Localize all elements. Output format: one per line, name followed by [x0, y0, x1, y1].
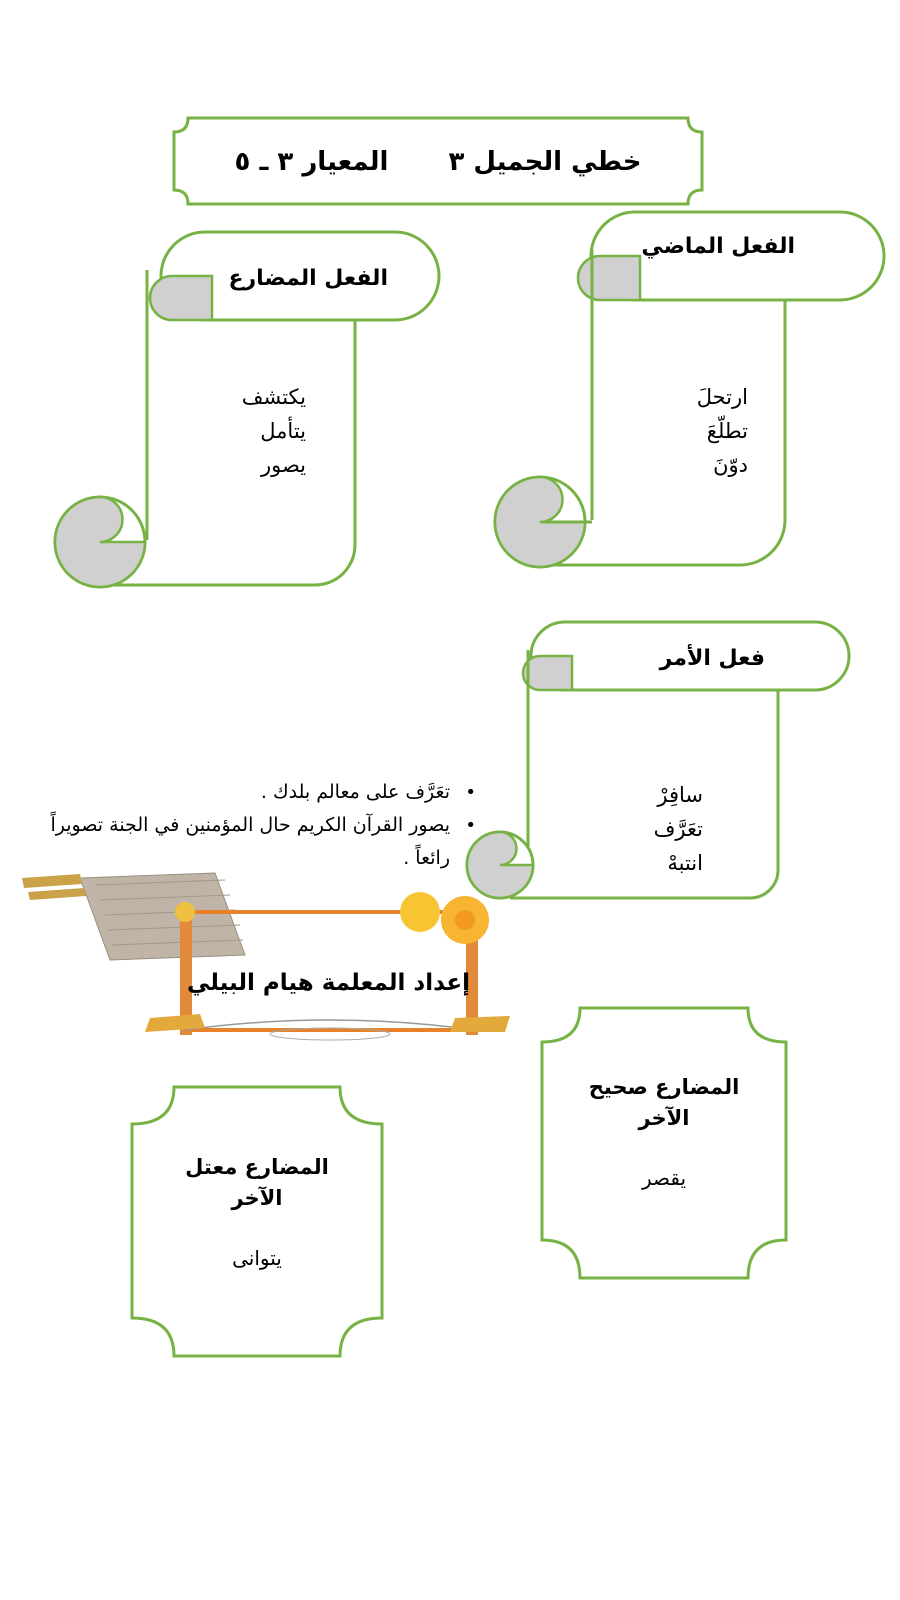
present-verb-title: الفعل المضارع: [228, 266, 388, 291]
card-example: يقصر: [641, 1166, 687, 1190]
title-main: خطي الجميل ٣: [448, 147, 642, 177]
list-item: • تعَرَّف على معالم بلدك .: [260, 781, 476, 803]
teacher-credit: إعداد المعلمة هيام البيلي: [186, 970, 470, 996]
sound-end-card: [560, 1072, 768, 1190]
list-item: تعَرَّف: [653, 817, 703, 841]
card-title: المضارع معتل الآخر: [185, 1155, 329, 1210]
list-item: تطلّعَ: [706, 419, 748, 443]
past-verb-scroll: [495, 212, 884, 567]
imperative-verb-title: فعل الأمر: [659, 646, 765, 671]
weak-end-card: [152, 1152, 362, 1270]
example-sentences: [40, 776, 480, 875]
past-verb-title: الفعل الماضي: [641, 234, 795, 259]
card-title: المضارع صحيح الآخر: [588, 1075, 740, 1130]
list-item: يتأمل: [260, 419, 306, 443]
list-item: ارتحلَ: [696, 385, 748, 409]
title-standard: المعيار ٣ ـ ٥: [234, 147, 389, 177]
list-item: سافِرْ: [657, 783, 703, 807]
past-verb-list: [697, 380, 748, 482]
list-item: يكتشف: [241, 385, 306, 409]
list-item: انتبهْ: [667, 851, 703, 875]
credit-frame-clipart: [22, 873, 510, 1040]
page-title: [178, 120, 698, 204]
list-item: • يصور القرآن الكريم حال المؤمنين في الجنة تصويراً رائعاً .: [50, 814, 476, 869]
list-item: دوّنَ: [713, 453, 748, 477]
card-example: يتوانى: [232, 1246, 282, 1270]
paper-strip-clipart: [22, 873, 245, 960]
list-item: يصور: [260, 453, 306, 477]
imperative-verb-list: [654, 778, 703, 880]
present-verb-list: [242, 380, 306, 482]
